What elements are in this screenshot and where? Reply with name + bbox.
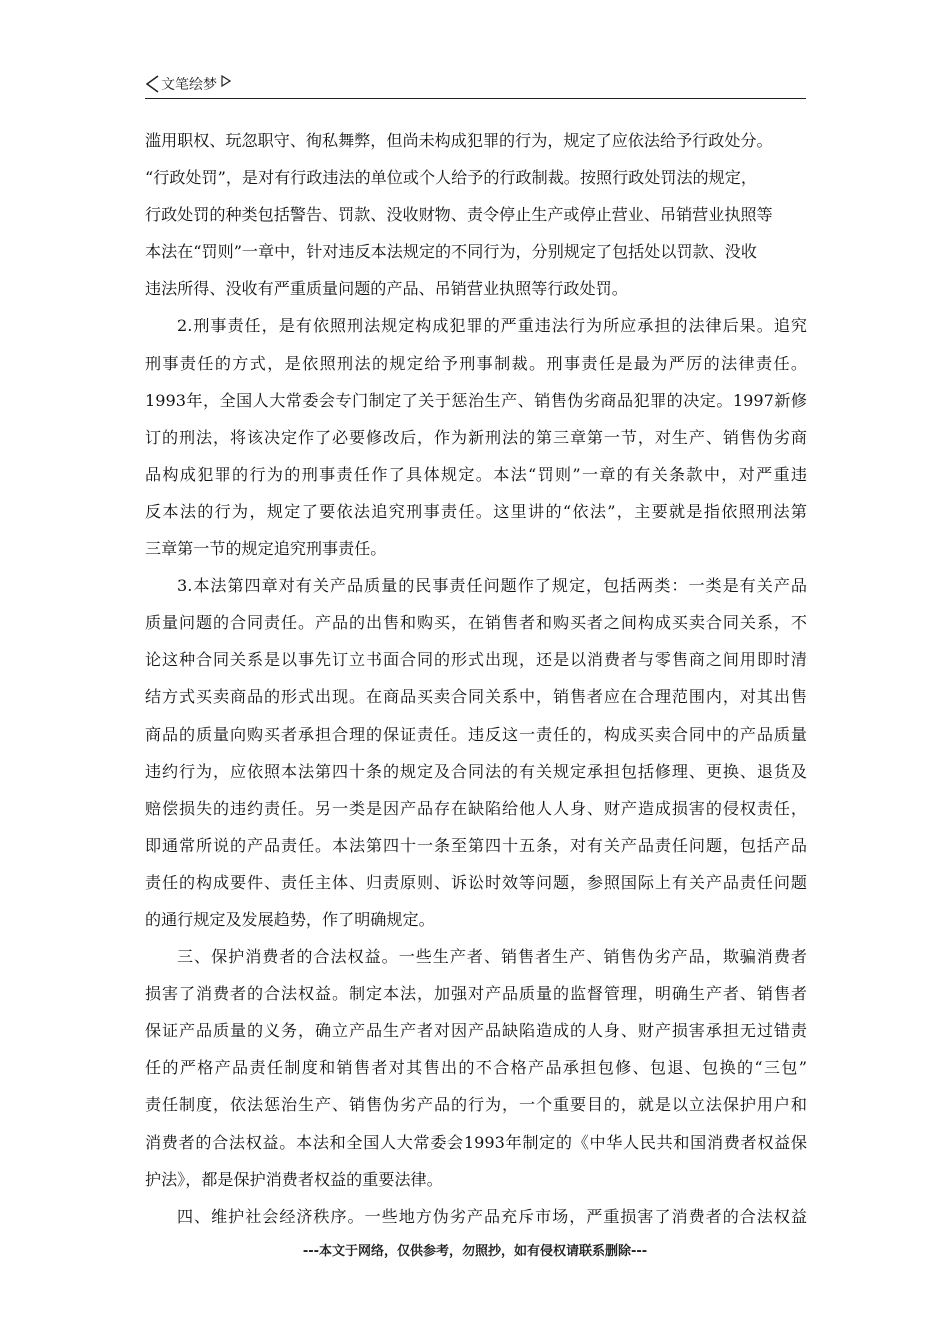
text-line: 1993年，全国人大常委会专门制定了关于惩治生产、销售伪劣商品犯罪的决定。1997新修 <box>145 390 807 410</box>
text-line: “行政处罚”，是对有行政违法的单位或个人给予的行政制裁。按照行政处罚法的规定， <box>145 168 757 188</box>
text-line: 赔偿损失的违约责任。另一类是因产品存在缺陷给他人人身、财产造成损害的侵权责任， <box>145 798 807 818</box>
right-triangle-icon <box>221 75 231 87</box>
text-line: 行政处罚的种类包括警告、罚款、没收财物、责令停止生产或停止营业、吊销营业执照等 <box>145 205 773 225</box>
text-line: 的通行规定及发展趋势，作了明确规定。 <box>145 909 435 929</box>
text-line: 质量问题的合同责任。产品的出售和购买，在销售者和购买者之间构成买卖合同关系，不 <box>145 613 807 633</box>
text-line: 违约行为，应依照本法第四十条的规定及合同法的有关规定承担包括修理、更换、退货及 <box>145 761 807 781</box>
footer-disclaimer: ---本文于网络，仅供参考，勿照抄，如有侵权请联系删除--- <box>302 1244 648 1259</box>
text-line: 即通常所说的产品责任。本法第四十一条至第四十五条，对有关产品责任问题，包括产品 <box>145 835 807 855</box>
text-line: 责任的构成要件、责任主体、归责原则、诉讼时效等问题，参照国际上有关产品责任问题 <box>145 872 807 892</box>
text-line: 护法》，都是保护消费者权益的重要法律。 <box>145 1169 443 1189</box>
text-line: 反本法的行为，规定了要依法追究刑事责任。这里讲的“依法”，主要就是指依照刑法第 <box>145 501 807 521</box>
text-line: 3.本法第四章对有关产品质量的民事责任问题作了规定，包括两类：一类是有关产品 <box>177 576 807 596</box>
text-line: 订的刑法，将该决定作了必要修改后，作为新刑法的第三章第一节，对生产、销售伪劣商 <box>145 427 807 447</box>
text-line: 品构成犯罪的行为的刑事责任作了具体规定。本法“罚则”一章的有关条款中，对严重违 <box>145 464 807 484</box>
text-line: 2.刑事责任，是有依照刑法规定构成犯罪的严重违法行为所应承担的法律后果。追究 <box>177 316 807 336</box>
text-line: 任的严格产品责任制度和销售者对其售出的不合格产品承担包修、包退、包换的“三包” <box>145 1058 807 1078</box>
text-line: 商品的质量向购买者承担合理的保证责任。违反这一责任的，构成买卖合同中的产品质量 <box>145 724 807 744</box>
text-line: 责任制度，依法惩治生产、销售伪劣产品的行为，一个重要目的，就是以立法保护用户和 <box>145 1095 807 1115</box>
text-line: 结方式买卖商品的形式出现。在商品买卖合同关系中，销售者应在合理范围内，对其出售 <box>145 687 807 707</box>
text-line: 消费者的合法权益。本法和全国人大常委会1993年制定的《中华人民共和国消费者权益保 <box>145 1132 807 1152</box>
text-line: 三章第一节的规定追究刑事责任。 <box>145 539 387 559</box>
text-line: 滥用职权、玩忽职守、徇私舞弊，但尚未构成犯罪的行为，规定了应依法给予行政处分。 <box>145 131 773 150</box>
left-triangle-icon <box>145 75 159 93</box>
document-body <box>145 122 807 1235</box>
brand-name: 文笔绘梦 <box>161 77 217 93</box>
page-header <box>145 74 806 99</box>
text-line: 本法在“罚则”一章中，针对违反本法规定的不同行为，分别规定了包括处以罚款、没收 <box>145 242 757 262</box>
text-line: 保证产品质量的义务，确立产品生产者对因产品缺陷造成的人身、财产损害承担无过错责 <box>145 1021 807 1041</box>
text-line: 违法所得、没收有严重质量问题的产品、吊销营业执照等行政处罚。 <box>145 279 628 299</box>
text-line: 损害了消费者的合法权益。制定本法，加强对产品质量的监督管理，明确生产者、销售者 <box>145 984 807 1004</box>
text-line: 论这种合同关系是以事先订立书面合同的形式出现，还是以消费者与零售商之间用即时清 <box>145 650 807 670</box>
text-line: 四、维护社会经济秩序。一些地方伪劣产品充斥市场，严重损害了消费者的合法权益 <box>177 1206 807 1226</box>
text-line: 刑事责任的方式，是依照刑法的规定给予刑事制裁。刑事责任是最为严厉的法律责任。 <box>145 353 807 373</box>
text-line: 三、保护消费者的合法权益。一些生产者、销售者生产、销售伪劣产品，欺骗消费者 <box>177 947 807 967</box>
brand <box>145 74 231 94</box>
